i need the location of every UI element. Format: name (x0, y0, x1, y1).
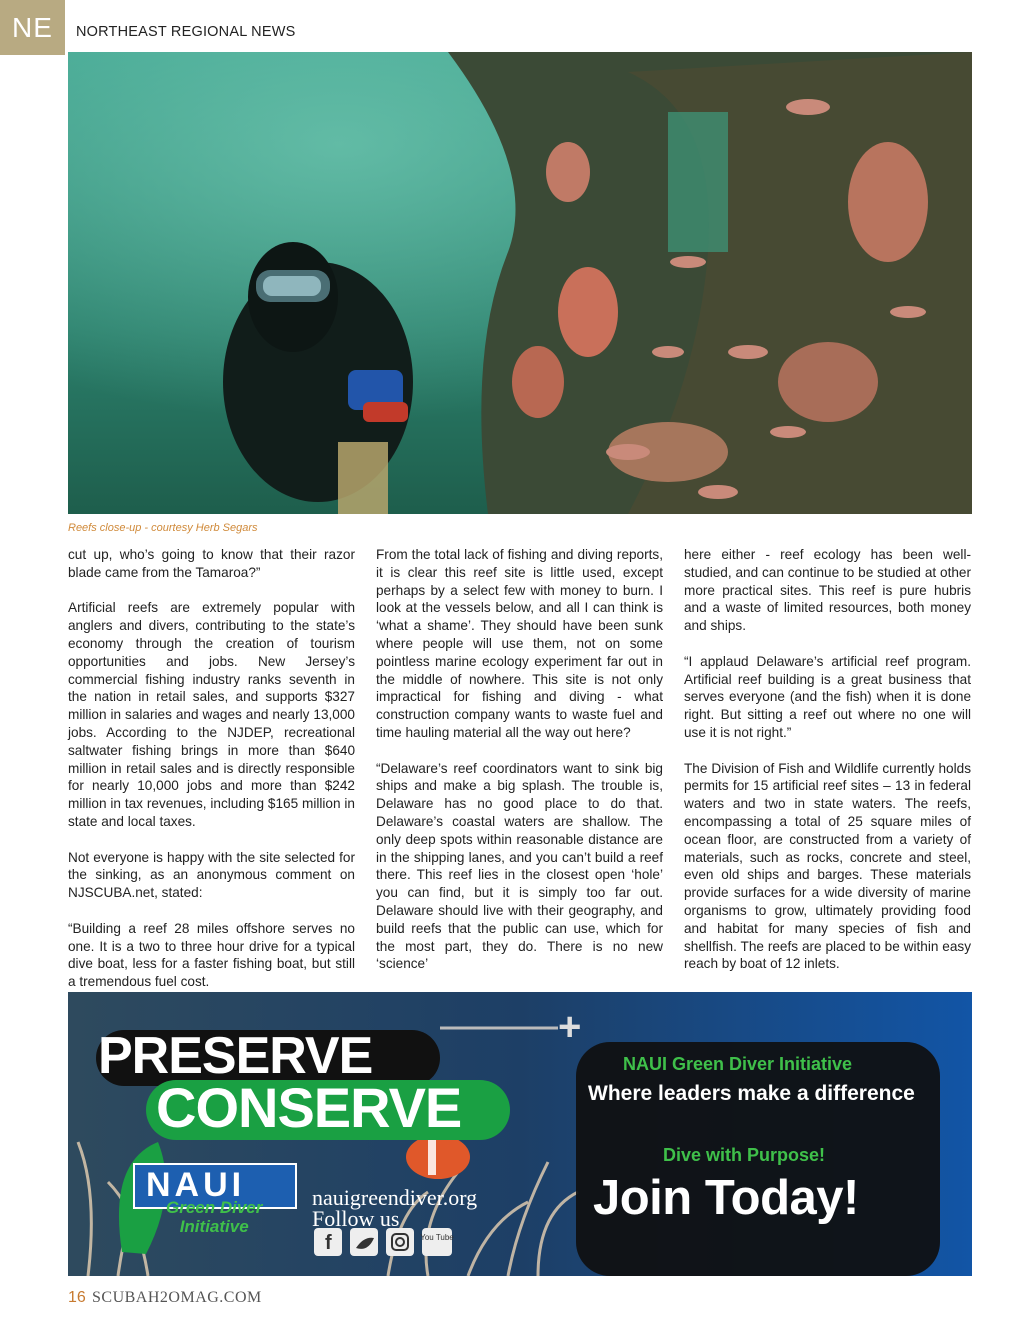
join-today-cta[interactable]: Join Today! (593, 1171, 859, 1225)
paragraph: “I applaud Delaware’s artificial reef program. Artificial reef building is a great business that serves everyone (and the fish) when it is done right. But sitting a reef out where no one will use it is not right.” (684, 653, 971, 740)
paragraph: The Division of Fish and Wildlife currently holds permits for 15 artificial reef sites – 13 in federal waters and two in state waters. The reefs, encompassing a total of 25 square miles of ocean floor, are constructed from a variety of materials, such as rocks, concrete and steel, even old ships and barges. These materials provide surfaces for a wide diversity of marine organisms to grow, ultimately providing food and habitat for many species of fish and shellfish. The reefs are placed to be within easy reach by boat of 12 inlets. (684, 760, 971, 972)
section-title: NORTHEAST REGIONAL NEWS (76, 24, 296, 40)
leaders-tagline: Where leaders make a difference (588, 1082, 915, 1105)
article-column-1 (68, 546, 355, 1009)
region-tab: NE (0, 0, 65, 55)
paragraph: “Building a reef 28 miles offshore serves no one. It is a two to three hour drive for a typical dive boat, less for a faster fishing boat, but still a tremendous fuel cost. (68, 920, 355, 990)
logo-line-2: Initiative (179, 1217, 249, 1236)
naui-green-diver-ad[interactable] (68, 992, 972, 1276)
page-number: 16 (68, 1289, 86, 1306)
naui-logo-text (166, 1198, 262, 1236)
conserve-headline: CONSERVE (156, 1076, 462, 1139)
paragraph: “Delaware’s reef coordinators want to sink big ships and make a big splash. The trouble is, Delaware has no good place to do that. Delaware’s coastal waters are shallow. The only deep spots within reasonable distance are in the shipping lanes, and you can’t build a reef there. This reef lies in the closest open ‘hole’ you can find, but it is simply too far out. Delaware should live with their geography, and build reefs that the public can use, which for the most part, they do. There is no new ‘science’ (376, 760, 663, 972)
preserve-headline: PRESERVE (98, 1027, 373, 1085)
paragraph: Not everyone is happy with the site selected for the sinking, as an anonymous comment on NJSCUBA.net, stated: (68, 849, 355, 901)
naui-initiative-title: NAUI Green Diver Initiative (623, 1054, 853, 1074)
article-column-2 (376, 546, 663, 991)
instagram-icon (386, 1228, 414, 1256)
follow-us-label: Follow us (312, 1206, 400, 1231)
reef-photo-illustration (68, 52, 972, 514)
website-link[interactable]: nauigreendiver.org (312, 1185, 478, 1210)
magazine-url: SCUBAH2OMAG.COM (92, 1289, 262, 1306)
logo-line-1: Green Diver (166, 1198, 263, 1217)
youtube-label: You Tube (420, 1233, 454, 1242)
paragraph: Artificial reefs are extremely popular with anglers and divers, contributing to the state’s economy through the creation of tourism opportunities and jobs. New Jersey’s commercial fishing industry ranks seventh in the nation in retail sales, and supports $327 million in salaries and wages and nearly 13,000 jobs. According to the NJDEP, recreational saltwater fishing brings in more than $640 million in retail sales and is directly responsible for nearly 10,000 jobs and more than $242 million in tax revenues, including $165 million in state and local taxes. (68, 600, 355, 829)
paragraph: cut up, who’s going to know that their razor blade came from the Tamaroa?” (68, 547, 355, 580)
svg-text:f: f (325, 1232, 332, 1254)
naui-logo-wordmark: NAUI (146, 1166, 246, 1204)
plus-icon: + (558, 1005, 582, 1049)
paragraph: here either - reef ecology has been well-studied, and can continue to be studied at other more practical sites. This reef is pure hubris and a waste of limited resources, both money and ships. (684, 547, 971, 634)
photo-caption: Reefs close-up - courtesy Herb Segars (68, 522, 258, 534)
reef-photo (68, 52, 972, 514)
dive-purpose-text: Dive with Purpose! (663, 1145, 826, 1165)
paragraph: From the total lack of fishing and diving reports, it is clear this reef site is little used, except perhaps by a select few with money to burn. I look at the vessels below, and all I can think is ‘what a shame’. They should have been sunk where people will use them, not on some pointless marine ecology experiment far out in the middle of nowhere. This site is not only impractical for fishing and diving - what construction company wants to waste fuel and time hauling material all the way out here? (376, 547, 663, 740)
article-column-3 (684, 546, 971, 991)
